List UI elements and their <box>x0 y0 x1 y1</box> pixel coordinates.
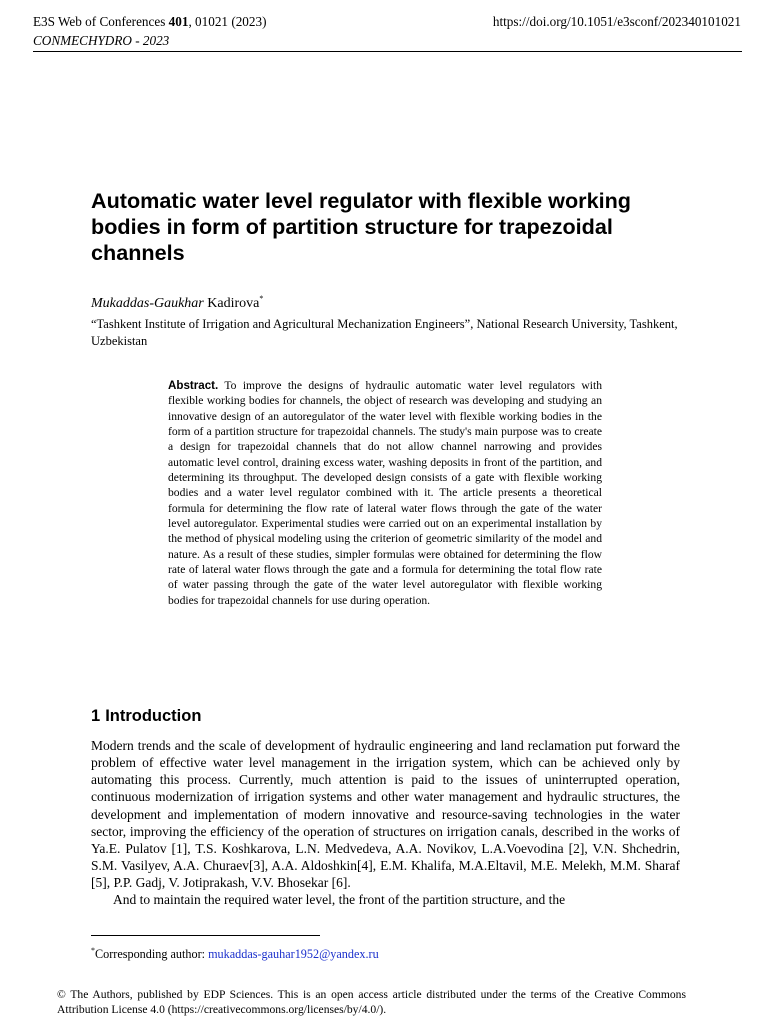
running-header <box>33 12 266 50</box>
corresponding-mark: * <box>259 294 264 303</box>
journal-name: E3S Web of Conferences <box>33 14 169 29</box>
journal-volume: 401 <box>168 14 189 29</box>
footnote <box>91 943 379 962</box>
affiliation: “Tashkent Institute of Irrigation and Agricultural Mechanization Engineers”, National Research University, Tashkent, Uzbekistan <box>91 317 678 348</box>
body-paragraph: And to maintain the required water level, the front of the partition structure, and the <box>113 892 566 908</box>
footnote-divider <box>91 935 320 936</box>
section-heading <box>91 705 201 727</box>
section-title: Introduction <box>105 707 202 725</box>
author-line <box>91 290 263 313</box>
license-notice: © The Authors, published by EDP Sciences. This is an open access article distributed under the terms of the Creative Commons Attribution License 4.0 (https://creativecommons.org/licenses/by/4.0/). <box>57 988 686 1016</box>
article-info: , 01021 (2023) <box>188 14 267 29</box>
footnote-mark: * <box>91 946 95 955</box>
body-paragraph: Modern trends and the scale of development of hydraulic engineering and land reclamation put forward the problem of effective water level management in the irrigation system, which can be achieved only by automating this process. Currently, much attention is paid to the issues of uninterrupted operation, continuous modernization of irrigation systems and other water management and hydraulic structures, the development and implementation of modern innovative and resource-saving technologies in the water sector, improving the efficiency of the operation of structures on irrigation canals, described in the works of Ya.E. Pulatov [1], T.S. Koshkarova, L.N. Medvedeva, A.A. Novikov, L.A.Voevodina [2], V.N. Shchedrin, S.M. Vasilyev, A.A. Churaev[3], A.A. Aldoshkin[4], E.M. Khalifa, M.A.Eltavil, M.E. Melekh, M.M. Sharaf [5], P.P. Gadj, V. Jotiprakash, V.V. Bhosekar [6]. <box>91 738 680 891</box>
abstract-text: To improve the designs of hydraulic automatic water level regulators with flexible working bodies for channels, the object of research was developing and studying an innovative design of an autoregulator of the water level with flexible working bodies in the form of a partition structure for trapezoidal channels. The study's main purpose was to create a design for trapezoidal channels that do not allow channel narrowing and provides automatic level control, draining excess water, washing deposits in front of the partition, and determining its throughput. The developed design consists of a gate with flexible working bodies and a water level regulator combined with it. The article presents a theoretical formula for determining the flow rate of lateral water flows through the gate of the water level autoregulator. Experimental studies were carried out on an experimental installation by the method of physical modeling using the criterion of geometric similarity of the model and nature. As a result of these studies, simpler formulas were obtained for determining the flow rate of lateral water flows through the gate and a formula for determining the total flow rate of water passing through the gate of the water level autoregulator with flexible working bodies for trapezoidal channels for use during operation. <box>168 379 602 607</box>
section-body <box>91 737 680 909</box>
section-number: 1 <box>91 707 101 725</box>
doi-link[interactable]: https://doi.org/10.1051/e3sconf/202340101021 <box>492 14 741 29</box>
author-given-name: Mukaddas-Gaukhar <box>91 296 204 311</box>
author-email-link[interactable]: mukaddas-gauhar1952@yandex.ru <box>208 947 379 961</box>
paper-title: Automatic water level regulator with flexible working bodies in form of partition structure for trapezoidal channels <box>91 188 631 265</box>
conference-name: CONMECHYDRO - 2023 <box>33 33 170 48</box>
abstract <box>168 378 602 608</box>
abstract-label: Abstract. <box>168 379 219 392</box>
footnote-label: Corresponding author: <box>95 947 209 961</box>
header-divider <box>33 51 742 52</box>
author-surname: Kadirova <box>203 296 260 311</box>
